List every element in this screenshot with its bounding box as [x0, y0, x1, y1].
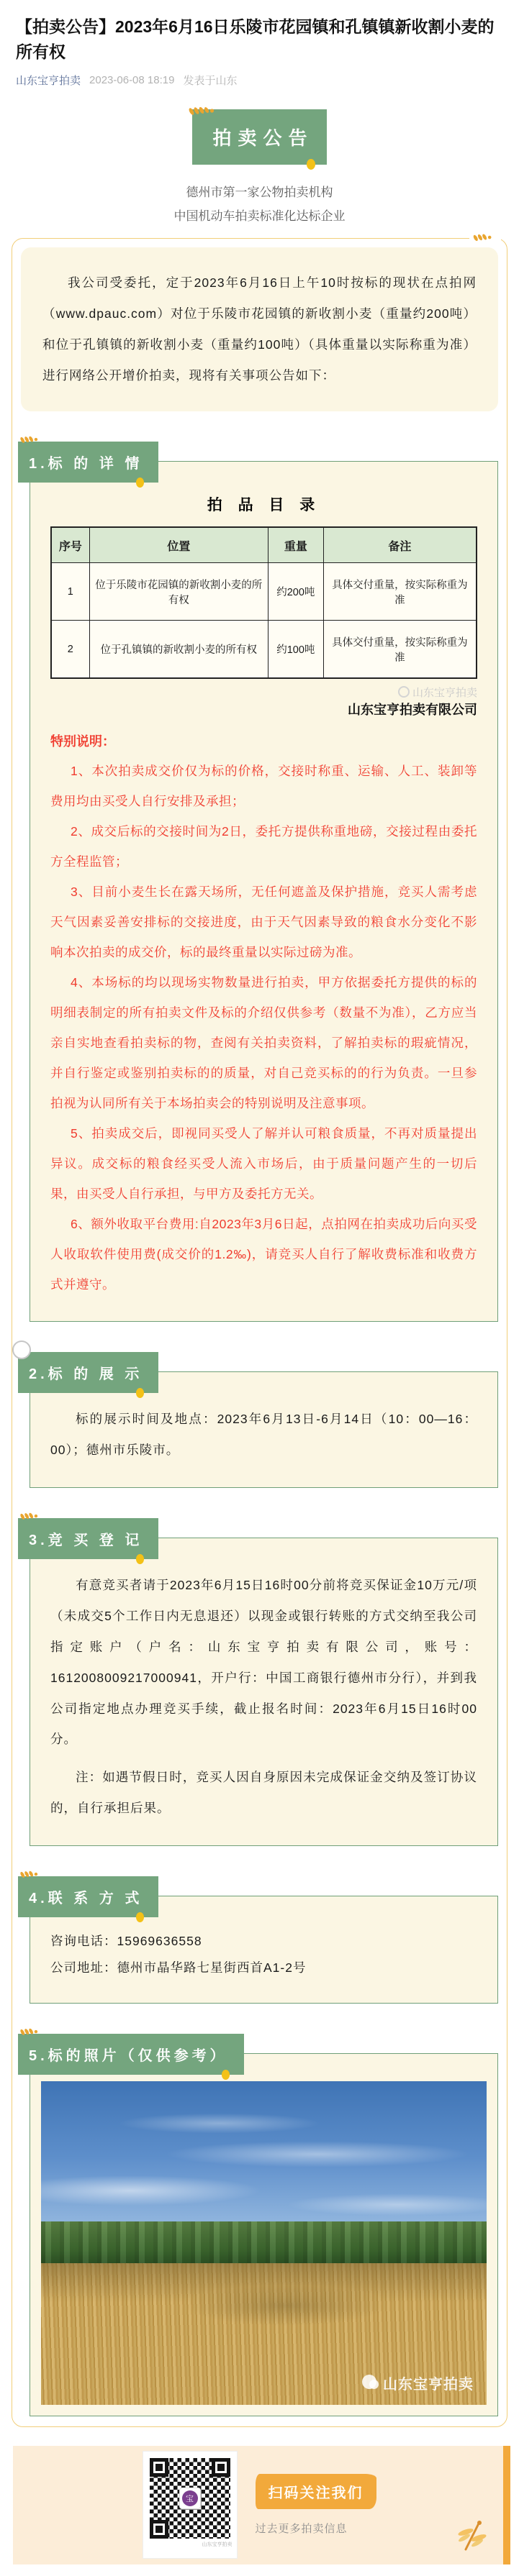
- follow-us: [256, 2474, 376, 2536]
- cell-remark: 具体交付重量，按实际称重为准: [323, 563, 477, 621]
- cell-location: 位于乐陵市花园镇的新收割小麦的所有权: [89, 563, 268, 621]
- section-registration: [21, 1518, 498, 1846]
- wheat-icon: [469, 232, 501, 247]
- contact-phone: 咨询电话：15969636558: [50, 1934, 202, 1949]
- follow-subtext: 过去更多拍卖信息: [255, 2523, 348, 2536]
- col-header-location: 位置: [89, 527, 268, 563]
- wheat-icon: [188, 100, 217, 122]
- cell-remark: 具体交付重量，按实际称重为准: [323, 621, 477, 678]
- section-photos-box: [30, 2053, 498, 2416]
- qr-caption: 山东宝亨拍卖: [202, 2542, 233, 2548]
- article-header: [0, 0, 519, 88]
- special-notes: [50, 731, 477, 1300]
- section-registration-title: 3.竞 买 登 记: [29, 1533, 143, 1549]
- section-details: [21, 442, 498, 1323]
- intro-paragraph: 我公司受委托，定于2023年6月16日上午10时按标的现状在点拍网（www.dpauc.com）对位于乐陵市花园镇的新收割小麦（重量约200吨）和位于孔镇镇的新收割小麦（重量约100吨）（具体重量以实际称重为准）进行网络公开增价拍卖，现将有关事项公告如下：: [42, 275, 477, 383]
- table-row: [51, 563, 477, 621]
- section-photos-header: [18, 2034, 244, 2075]
- qr-finder-icon: [150, 2520, 168, 2539]
- publish-location: 发表于山东: [183, 75, 238, 87]
- col-header-remark: 备注: [323, 527, 477, 563]
- follow-label: 扫码关注我们: [256, 2474, 376, 2509]
- table-row: [51, 621, 477, 678]
- qr-finder-icon: [150, 2458, 168, 2477]
- wechat-icon: [362, 2372, 379, 2393]
- wheat-icon: [19, 1509, 44, 1526]
- cell-location: 位于孔镇镇的新收割小麦的所有权: [89, 621, 268, 678]
- section-contact: [21, 1876, 498, 2004]
- col-header-weight: 重量: [268, 527, 323, 563]
- special-notes-title: 特别说明：: [50, 734, 115, 749]
- contact-address: 公司地址：德州市晶华路七星街西首A1-2号: [50, 1960, 307, 1975]
- catalog-table: [50, 526, 477, 679]
- footer-accent-bar: [503, 2446, 510, 2564]
- section-registration-box: [30, 1538, 498, 1846]
- publish-date: 2023-06-08 18:19: [89, 74, 175, 86]
- org-line-2: 中国机动车拍卖标准化达标企业: [173, 209, 346, 224]
- qr-center-logo: 宝: [179, 2488, 201, 2509]
- catalog-title: 拍 品 目 录: [207, 496, 321, 513]
- org-line-1: 德州市第一家公物拍卖机构: [186, 186, 333, 199]
- circle-decoration: [12, 1340, 31, 1359]
- cell-weight: 约200吨: [268, 563, 323, 621]
- cell-weight: 约100吨: [268, 621, 323, 678]
- section-details-box: [30, 461, 498, 1323]
- section-display: [21, 1352, 498, 1488]
- section-photos-title: 5.标的照片（仅供参考）: [29, 2047, 228, 2064]
- intro-card: [21, 247, 498, 411]
- col-header-seq: 序号: [51, 527, 89, 563]
- dragonfly-icon: [456, 2519, 487, 2557]
- auction-banner: [192, 109, 326, 165]
- special-note-5: 5、拍卖成交后，即视同买受人了解并认可粮食质量，不再对质量提出异议。成交标的粮食经买受人流入市场后，由于质量问题产生的一切后果，由买受人自行承担，与甲方及委托方无关。: [50, 1126, 477, 1202]
- organization-subtitle: [0, 181, 519, 228]
- section-contact-title: 4.联 系 方 式: [29, 1891, 143, 1907]
- banner-label: 拍卖公告: [212, 127, 314, 149]
- page-title: 【拍卖公告】2023年6月16日乐陵市花园镇和孔镇镇新收割小麦的所有权: [16, 17, 495, 61]
- photo-watermark-text: 山东宝亨拍卖: [383, 2376, 474, 2393]
- section-details-header: [18, 442, 158, 483]
- special-note-2: 2、成交后标的交接时间为2日，委托方提供称重地磅，交接过程由委托方全程监管；: [50, 824, 477, 869]
- registration-paragraph: 有意竞买者请于2023年6月15日16时00分前将竞买保证金10万元/项（未成交5个工作日内无息退还）以现金或银行转账的方式交纳至我公司指定账户（户名：山东宝亨拍卖有限公司，账号：1612008009217000941，开户行：中国工商银行德州市分行），并到我公司指定地点办理竞买手续，截止报名时间：2023年6月15日16时00分。: [50, 1578, 477, 1747]
- display-text: 标的展示时间及地点：2023年6月13日-6月14日（10：00—16：00）；德州市乐陵市。: [50, 1412, 477, 1458]
- photo-watermark: [362, 2372, 474, 2393]
- wheat-icon: [19, 1868, 44, 1884]
- photo-treeline: [41, 2221, 487, 2263]
- qr-code: [150, 2458, 230, 2539]
- qr-finder-icon: [212, 2458, 230, 2477]
- wheat-field-photo[interactable]: [41, 2081, 487, 2405]
- qr-card: [143, 2452, 237, 2558]
- byline: [16, 73, 503, 88]
- footer-follow-banner: [13, 2446, 506, 2564]
- wheat-icon: [19, 2025, 44, 2042]
- special-note-6: 6、额外收取平台费用:自2023年3月6日起，点拍网在拍卖成功后向买受人收取软件使用费(成交价的1.2‰)，请竞买人自行了解收费标准和收费方式并遵守。: [50, 1217, 477, 1292]
- section-registration-header: [18, 1518, 158, 1559]
- cell-seq: 1: [51, 563, 89, 621]
- special-note-3: 3、目前小麦生长在露天场所，无任何遮盖及保护措施，竞买人需考虑天气因素妥善安排标的交接进度，由于天气因素导致的粮食水分变化不影响本次拍卖的成交价，标的最终重量以实际过磅为准。: [50, 885, 477, 960]
- registration-note: 注：如遇节假日时，竞买人因自身原因未完成保证金交纳及签订协议的，自行承担后果。: [50, 1770, 477, 1816]
- watermark-text: 山东宝亨拍卖: [412, 686, 477, 699]
- wechat-icon: [398, 686, 410, 698]
- section-details-title: 1.标 的 详 情: [29, 455, 143, 472]
- author-link[interactable]: 山东宝亨拍卖: [16, 75, 81, 87]
- special-note-1: 1、本次拍卖成交价仅为标的价格，交接时称重、运输、人工、装卸等费用均由买受人自行安排及承担；: [50, 764, 477, 809]
- special-note-4: 4、本场标的均以现场实物数量进行拍卖，甲方依据委托方提供的标的明细表制定的所有拍卖文件及标的介绍仅供参考（数量不为准），乙方应当亲自实地查看拍卖标的物，查阅有关拍卖资料，了解拍卖标的瑕疵情况，并自行鉴定或鉴别拍卖标的的质量，对自己竞买标的的行为负责。一旦参拍视为认同所有关于本场拍卖会的特别说明及注意事项。: [50, 975, 477, 1111]
- section-contact-header: [18, 1876, 158, 1917]
- cell-seq: 2: [51, 621, 89, 678]
- table-signature: [50, 685, 477, 719]
- section-photos: [21, 2034, 498, 2416]
- table-header-row: [51, 527, 477, 563]
- photo-sky: [41, 2081, 487, 2221]
- article-body: [12, 238, 507, 2426]
- section-display-title: 2.标 的 展 示: [29, 1366, 143, 1383]
- wheat-icon: [19, 433, 44, 449]
- section-display-header: [18, 1352, 158, 1393]
- company-name: 山东宝亨拍卖有限公司: [348, 703, 477, 718]
- company-watermark: [398, 685, 477, 700]
- yellow-dot: [222, 2070, 230, 2080]
